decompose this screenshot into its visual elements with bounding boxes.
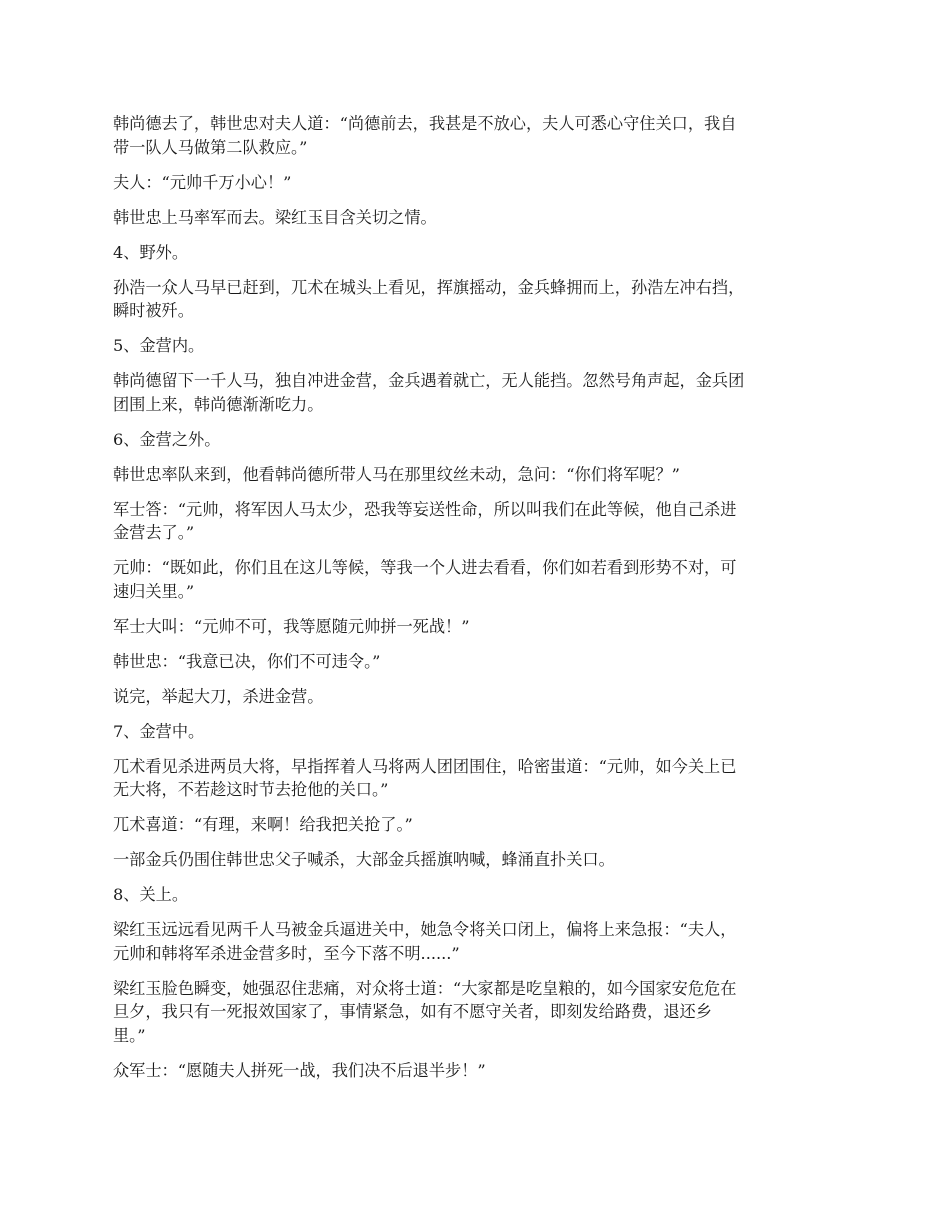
section-heading: 6、金营之外。 — [113, 429, 221, 449]
paragraph: 梁红玉远远看见两千人马被金兵逼进关中，她急令将关口闭上，偏将上来急报：“夫人， 元帅和韩将军杀进金营多时，至今下落不明......” — [113, 920, 737, 963]
paragraph: 韩世忠：“我意已决，你们不可违令。” — [113, 651, 381, 671]
paragraph: 夫人：“元帅千万小心！” — [113, 172, 292, 192]
paragraph: 兀术喜道：“有理，来啊！给我把关抢了。” — [113, 815, 413, 834]
section-heading: 8、关上。 — [113, 885, 189, 904]
paragraph: 梁红玉脸色瞬变，她强忍住悲痛，对众将士道：“大家都是吃皇粮的，如今国家安危危在 旦夕，我只有一死报效国家了，事情紧急，如有不愿守关者，即刻发给路费，退还乡 里。” — [113, 978, 737, 1045]
document-body — [113, 112, 833, 1094]
paragraph: 一部金兵仍围住韩世忠父子喊杀，大部金兵摇旗呐喊，蜂涌直扑关口。 — [113, 850, 615, 869]
paragraph: 元帅：“既如此，你们且在这儿等候，等我一个人进去看看，你们如若看到形势不对，可 速归关里。” — [113, 558, 737, 601]
paragraph: 孙浩一众人马早已赶到，兀术在城头上看见，挥旗摇动，金兵蜂拥而上，孙浩左冲右挡， 瞬时被歼。 — [113, 277, 745, 320]
section-heading: 4、野外。 — [113, 242, 189, 262]
paragraph: 韩世忠率队来到，他看韩尚德所带人马在那里纹丝未动，急问：“你们将军呢？” — [113, 464, 680, 484]
paragraph: 军士答：“元帅，将军因人马太少，恐我等妄送性命，所以叫我们在此等候，他自己杀进 金营去了。” — [113, 499, 737, 542]
paragraph: 兀术看见杀进两员大将，早指挥着人马将两人团团围住，哈密蚩道：“元帅，如今关上已 无大将，不若趁这时节去抢他的关口。” — [113, 756, 737, 799]
paragraph: 说完，举起大刀，杀进金营。 — [113, 686, 324, 706]
paragraph: 军士大叫：“元帅不可，我等愿随元帅拼一死战！” — [113, 616, 470, 636]
section-heading: 5、金营内。 — [113, 336, 205, 355]
paragraph: 韩尚德留下一千人马，独自冲进金营，金兵遇着就亡，无人能挡。忽然号角声起，金兵团 团围上来，韩尚德渐渐吃力。 — [113, 371, 745, 414]
paragraph: 韩世忠上马率军而去。梁红玉目含关切之情。 — [113, 207, 437, 227]
section-heading: 7、金营中。 — [113, 721, 205, 741]
paragraph: 众军士：“愿随夫人拼死一战，我们决不后退半步！” — [113, 1060, 486, 1080]
paragraph: 韩尚德去了，韩世忠对夫人道：“尚德前去，我甚是不放心，夫人可悉心守住关口，我自 带一队人马做第二队救应。” — [113, 114, 737, 157]
